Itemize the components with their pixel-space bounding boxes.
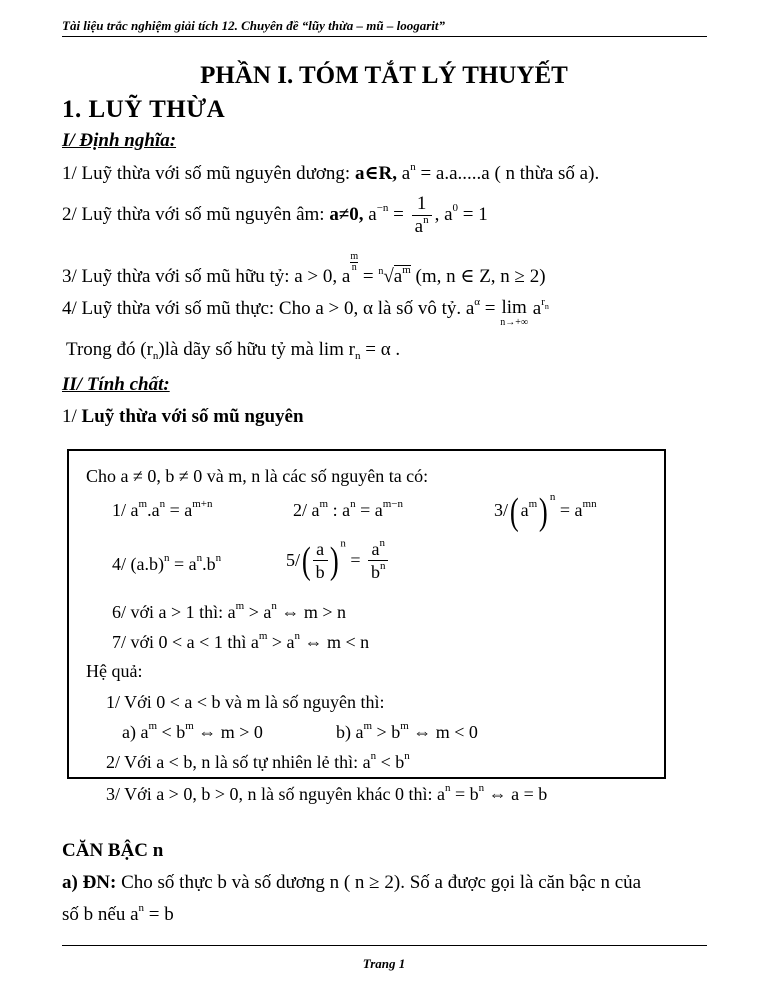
definition-heading: I/ Định nghĩa: <box>62 130 177 151</box>
section-heading-luy-thua: 1. LUỸ THỪA <box>62 96 226 123</box>
page-header: Tài liệu trắc nghiệm giải tích 12. Chuyên đề “lũy thừa – mũ – loogarit” <box>62 18 446 33</box>
property-quotient-power: 5/( $\frac{a}{b}$ ) $^n$ = $\frac{a^n}{b^n}$ <box>286 538 391 583</box>
nth-root-definition-cont: số b nếu $a^n = b$ <box>62 902 174 925</box>
section-heading-can-bac-n: CĂN BẬC n <box>62 840 164 861</box>
property-quotient: 2/ $a^m$ : $a^n = a^{m-n}$ <box>293 498 403 520</box>
property-product-power: 4/ $(a.b)^n = a^n.b^n$ <box>112 552 222 574</box>
box-intro: Cho a ≠ 0, b ≠ 0 và m, n là các số nguyên ta có: <box>86 466 429 486</box>
corollary-1: 1/ Với 0 < a < b và m là số nguyên thì: <box>106 692 385 712</box>
fraction-1-over-a-n: $\frac{1}{a^n}$ <box>412 193 432 238</box>
definition-2: 2/ Luỹ thừa với số mũ nguyên âm: a≠0, $a^{-n}$ = $\frac{1}{a^n}$ , $a^0 = 1$ <box>62 193 488 237</box>
definition-3: 3/ Luỹ thừa với số mũ hữu tỷ: a > 0, a $\frac{m}{n}$ = $^n√a^m$ (m, n ∈ Z, n ≥ 2) <box>62 251 546 287</box>
property-1-heading: 1/ Luỹ thừa với số mũ nguyên <box>62 406 304 427</box>
radical-sign: √ <box>383 266 394 287</box>
corollary-3: 3/ Với a > 0, b > 0, n là số nguyên khác 0 thì: $a^n = b^n$ ⇔ a = b <box>106 782 548 804</box>
limit-operator: lim n→+∞ <box>500 297 529 328</box>
definition-4: 4/ Luỹ thừa với số mũ thực: Cho a > 0, α là số vô tỷ. $a^\alpha$ = lim n→+∞ $a^{r_n}$ <box>62 296 549 328</box>
footer-rule <box>62 945 707 946</box>
header-rule <box>62 36 707 37</box>
corollary-heading: Hệ quả: <box>86 661 143 681</box>
page-title: PHẦN I. TÓM TẮT LÝ THUYẾT <box>200 62 568 89</box>
property-7: 7/ với 0 < a < 1 thì $a^m > a^n$ ⇔ m < n <box>112 630 370 652</box>
definition-1: 1/ Luỹ thừa với số mũ nguyên dương: a∈R, $a^n = a.a.....a$ ( n thừa số a). <box>62 161 600 184</box>
property-power-of-power: 3/( $a^m$) $^n = a^{mn}$ <box>494 491 597 533</box>
page-number: Trang 1 <box>362 956 406 971</box>
nth-root-definition: a) ĐN: Cho số thực b và số dương n ( n ≥ 2). Số a được gọi là căn bậc n của <box>62 872 642 893</box>
definition-4-sequence-note: Trong đó $(r_n)là$ dãy số hữu tỷ mà $\lim r_n = \alpha$ . <box>66 339 401 362</box>
property-6: 6/ với a > 1 thì: $a^m > a^n$ ⇔ m > n <box>112 600 347 622</box>
corollary-1b: b) $a^m > b^m$ ⇔ m < 0 <box>336 720 478 742</box>
corollary-2: 2/ Với a < b, n là số tự nhiên lẻ thì: $a^n < b^n$ <box>106 750 410 772</box>
property-product: 1/ $a^m.a^n = a^{m+n}$ <box>112 498 213 520</box>
corollary-1a: a) $a^m < b^m$ ⇔ m > 0 <box>122 720 263 742</box>
properties-heading: II/ Tính chất: <box>62 374 170 395</box>
rational-exponent: $\frac{m}{n}$ <box>350 251 359 273</box>
